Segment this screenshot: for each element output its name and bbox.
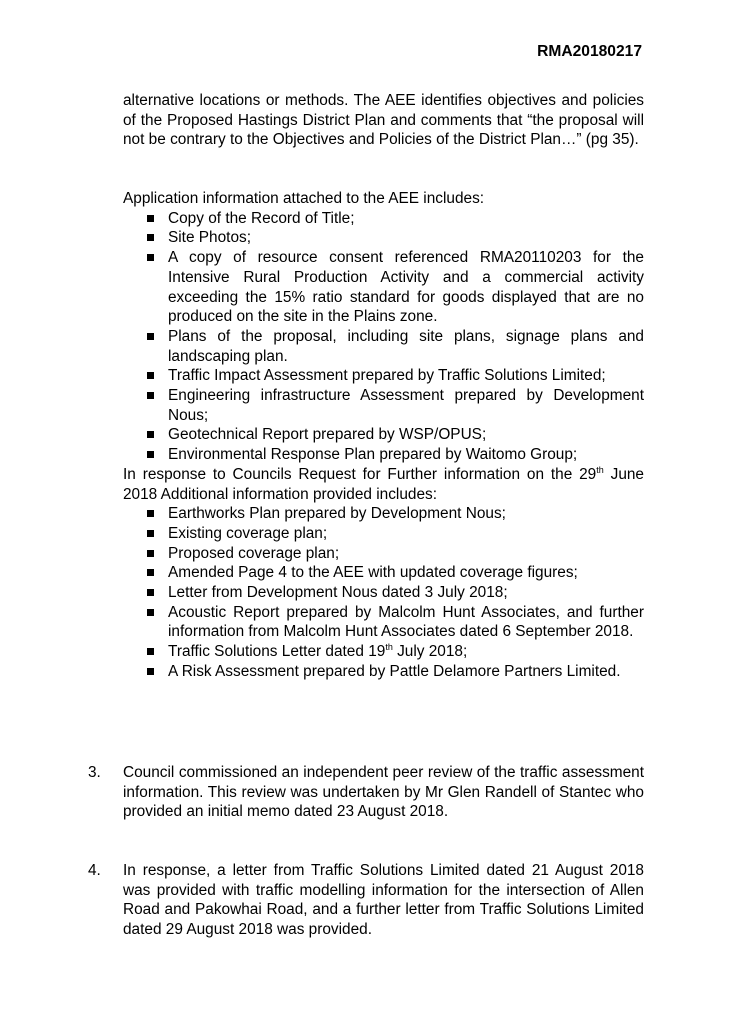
- traffic-letter-text-end: July 2018;: [392, 643, 468, 661]
- list-item: A copy of resource consent referenced RMA20110203 for the Intensive Rural Production Activity and a commercial activity exceeding the 15% ratio standard for goods displayed that are no produced on the site in the Plains zone.: [123, 248, 644, 327]
- intro-paragraph: alternative locations or methods. The AEE identifies objectives and policies of the Proposed Hastings District Plan and comments that “the proposal will not be contrary to the Objectives and Policies of the District Plan…” (pg 35).: [123, 92, 644, 149]
- traffic-letter-text: Traffic Solutions Letter dated 19: [168, 643, 386, 661]
- further-info-heading-text-end: June 2018 Additional information provided includes:: [123, 465, 644, 503]
- application-section: [123, 189, 644, 682]
- ordinal-suffix: th: [385, 642, 393, 653]
- further-info-heading-text: In response to Councils Request for Further information on the 29: [123, 465, 597, 483]
- list-item: Plans of the proposal, including site plans, signage plans and landscaping plan.: [123, 327, 644, 366]
- further-info-heading: [123, 465, 644, 504]
- further-info-list: [123, 504, 644, 681]
- list-item: Copy of the Record of Title;: [123, 209, 644, 229]
- list-item: Letter from Development Nous dated 3 July 2018;: [123, 583, 644, 603]
- list-item: Environmental Response Plan prepared by Waitomo Group;: [123, 445, 644, 465]
- application-list: [123, 209, 644, 465]
- paragraph-text: In response, a letter from Traffic Solutions Limited dated 21 August 2018 was provided with traffic modelling information for the intersection of Allen Road and Pakowhai Road, and a further letter from Traffic Solutions Limited dated 29 August 2018 was provided.: [123, 862, 644, 939]
- list-item: [123, 642, 644, 662]
- document-reference: RMA20180217: [537, 43, 642, 60]
- list-item: Amended Page 4 to the AEE with updated coverage figures;: [123, 563, 644, 583]
- paragraph-text: Council commissioned an independent peer review of the traffic assessment information. This review was undertaken by Mr Glen Randell of Stantec who provided an initial memo dated 23 August 2018.: [123, 764, 644, 821]
- list-item: Site Photos;: [123, 228, 644, 248]
- list-item: Acoustic Report prepared by Malcolm Hunt Associates, and further information from Malcolm Hunt Associates dated 6 September 2018.: [123, 603, 644, 642]
- application-heading: Application information attached to the AEE includes:: [123, 190, 485, 207]
- list-item: Proposed coverage plan;: [123, 544, 644, 564]
- list-item: A Risk Assessment prepared by Pattle Delamore Partners Limited.: [123, 662, 644, 682]
- ordinal-suffix: th: [596, 464, 604, 475]
- list-item: Earthworks Plan prepared by Development Nous;: [123, 504, 644, 524]
- list-item: Existing coverage plan;: [123, 524, 644, 544]
- list-item: Engineering infrastructure Assessment prepared by Development Nous;: [123, 386, 644, 425]
- paragraph-number: 4.: [88, 862, 101, 879]
- list-item: Traffic Impact Assessment prepared by Traffic Solutions Limited;: [123, 366, 644, 386]
- paragraph-number: 3.: [88, 764, 101, 781]
- list-item: Geotechnical Report prepared by WSP/OPUS;: [123, 425, 644, 445]
